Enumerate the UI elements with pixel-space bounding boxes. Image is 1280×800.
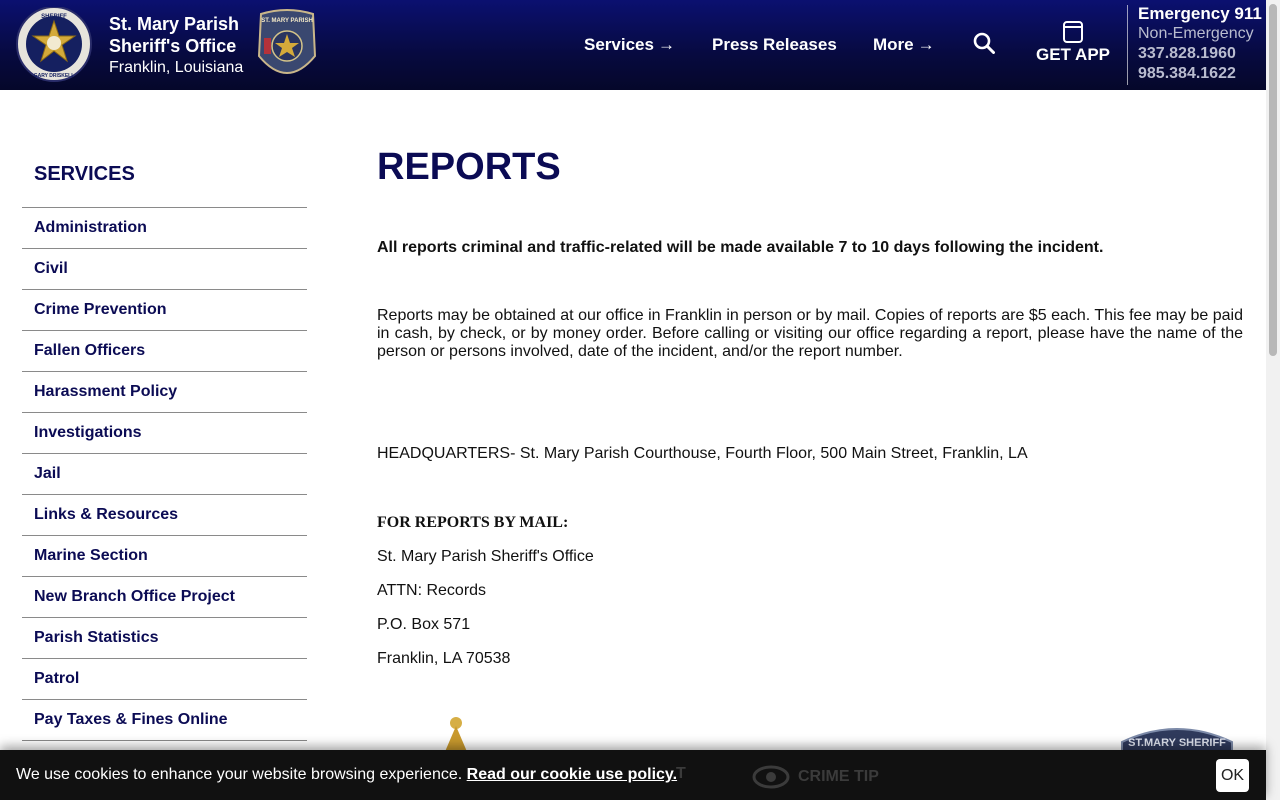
- mail-section-title: FOR REPORTS BY MAIL:: [377, 514, 569, 531]
- nav-more[interactable]: [873, 35, 935, 55]
- nav-press-label: Press Releases: [712, 35, 837, 54]
- sheriff-star-logo[interactable]: [14, 7, 95, 82]
- logo-top-text: SHERIFF: [41, 14, 67, 20]
- brand-location: Franklin, Louisiana: [109, 59, 244, 76]
- mail-address-line: Franklin, LA 70538: [377, 650, 511, 667]
- sidebar-item-patrol[interactable]: Patrol: [22, 659, 307, 700]
- mail-address-line: P.O. Box 571: [377, 616, 471, 633]
- availability-notice: All reports criminal and traffic-related will be made available 7 to 10 days following the incident.: [377, 239, 1104, 256]
- nav-services-label: Services: [584, 35, 654, 54]
- mail-address-line: ATTN: Records: [377, 582, 487, 599]
- nav-more-label: More: [873, 35, 914, 54]
- sidebar-item-fallen-officers[interactable]: Fallen Officers: [22, 331, 307, 372]
- sheriff-patch-logo: [257, 8, 317, 83]
- sidebar-item-new-branch-office[interactable]: New Branch Office Project: [22, 577, 307, 618]
- cookie-text: We use cookies to enhance your website browsing experience.: [16, 766, 463, 783]
- get-app-label: GET APP: [1036, 45, 1110, 64]
- cookie-ok-button[interactable]: OK: [1216, 759, 1249, 792]
- sidebar-item-parish-statistics[interactable]: Parish Statistics: [22, 618, 307, 659]
- footer-crime-tip: [752, 765, 879, 789]
- headquarters-address: HEADQUARTERS- St. Mary Parish Courthouse, Fourth Floor, 500 Main Street, Franklin, LA: [377, 445, 1028, 462]
- patch-text: ST. MARY PARISH: [261, 18, 313, 24]
- cookie-policy-link[interactable]: Read our cookie use policy.: [466, 766, 678, 783]
- mail-address-line: St. Mary Parish Sheriff's Office: [377, 548, 594, 565]
- sidebar-item-pay-taxes[interactable]: Pay Taxes & Fines Online: [22, 700, 307, 741]
- scrollbar-thumb[interactable]: [1269, 4, 1277, 356]
- page-scrollbar[interactable]: [1266, 0, 1280, 800]
- get-app-button[interactable]: [1036, 21, 1110, 65]
- sidebar-item-administration[interactable]: Administration: [22, 208, 307, 249]
- nav-press-releases[interactable]: [712, 35, 837, 55]
- non-emergency-label: Non-Emergency: [1138, 25, 1254, 42]
- reports-info-paragraph: Reports may be obtained at our office in Franklin in person or by mail. Copies of reports are $5 each. This fee may be paid in cash, by check, or by money order. Before calling or visiting our office regarding a report, please have the name of the person or persons involved, date of the incident, and/or the report number.: [377, 307, 1243, 360]
- sidebar-item-civil[interactable]: Civil: [22, 249, 307, 290]
- site-header: [0, 0, 1266, 90]
- sidebar-item-harassment-policy[interactable]: Harassment Policy: [22, 372, 307, 413]
- arrow-right-icon: →: [917, 35, 935, 54]
- contact-block: [1138, 4, 1262, 84]
- nav-services[interactable]: [584, 35, 675, 55]
- sidebar-item-marine-section[interactable]: Marine Section: [22, 536, 307, 577]
- cookie-banner: [0, 750, 1266, 800]
- phone-number-2[interactable]: 985.384.1622: [1138, 65, 1236, 82]
- eye-icon: [752, 765, 790, 789]
- services-sidebar: [22, 150, 307, 741]
- arrow-right-icon: →: [657, 35, 675, 54]
- page-title: REPORTS: [377, 146, 561, 188]
- footer-ghost-text: T: [676, 765, 686, 782]
- mobile-phone-icon: [1062, 21, 1084, 43]
- sidebar-title: SERVICES: [22, 150, 307, 208]
- cookie-message: [16, 766, 677, 784]
- badge-text: ST.MARY SHERIFF: [1128, 737, 1226, 749]
- sidebar-item-investigations[interactable]: Investigations: [22, 413, 307, 454]
- brand-block[interactable]: [109, 13, 243, 79]
- footer-ghost-item: [676, 765, 686, 783]
- sidebar-item-crime-prevention[interactable]: Crime Prevention: [22, 290, 307, 331]
- crime-tip-label: CRIME TIP: [798, 768, 879, 785]
- sidebar-item-jail[interactable]: Jail: [22, 454, 307, 495]
- sidebar-item-links-resources[interactable]: Links & Resources: [22, 495, 307, 536]
- search-icon[interactable]: [973, 32, 995, 54]
- emergency-label[interactable]: Emergency 911: [1138, 4, 1262, 23]
- header-divider: [1127, 5, 1128, 85]
- brand-name-line1: St. Mary Parish: [109, 14, 240, 34]
- logo-bottom-text: GARY DRISKELL: [33, 73, 75, 79]
- brand-name-line2: Sheriff's Office: [109, 36, 237, 56]
- phone-number-1[interactable]: 337.828.1960: [1138, 45, 1236, 62]
